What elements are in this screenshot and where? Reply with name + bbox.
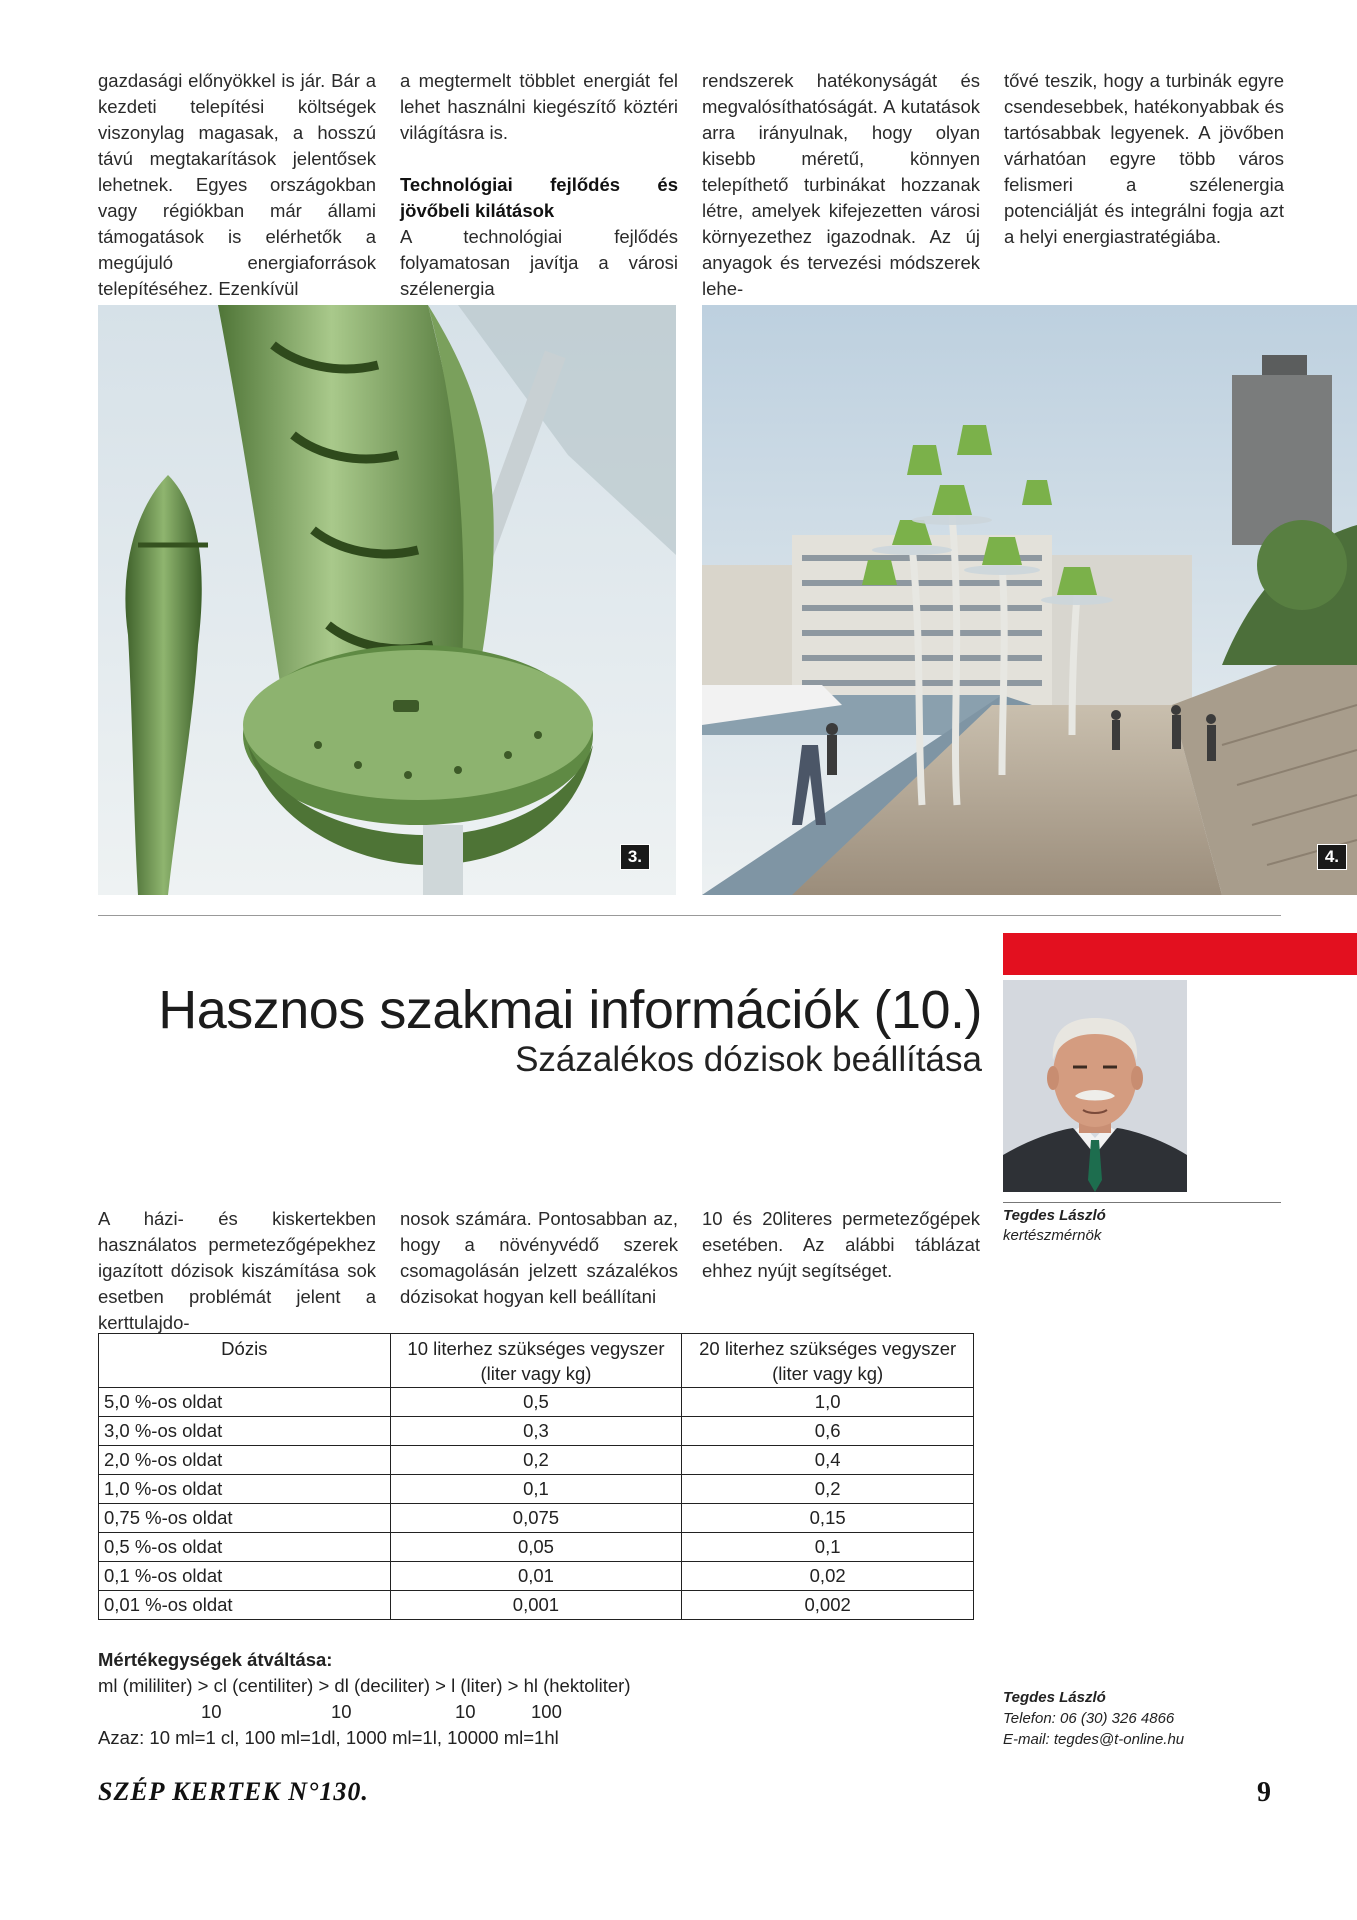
red-accent-bar [1003,933,1357,975]
amount-10-cell: 0,05 [390,1533,682,1562]
paragraph: tővé teszik, hogy a turbinák egyre csendesebbek, hatékonyabbak és tartósabbak legyenek. A jövőben várhatóan egyre több város felismeri a szélenergia potenciálját és integrálni fogja azt a helyi energiastratégiába. [1004,70,1284,247]
paragraph: gazdasági előnyökkel is jár. Bár a kezdeti telepítési költségek viszonylag magasak, a hosszú távú megtakarítások jelentősek lehetnek. Egyes országokban vagy régiókban már állami támogatások is elérhetők a megújuló energiaforrások telepítéséhez. Ezenkívül [98,70,376,299]
contact-email: E-mail: tegdes@t-online.hu [1003,1731,1185,1748]
paragraph: rendszerek hatékonyságát és megvalósíthatóságát. A kutatások arra irányulnak, hogy olyan kisebb méretű, könnyen telepíthető turbinákat hozzanak létre, amelyek kifejezetten városi környezethez igazodnak. Az új anyagok és tervezési módszerek lehe- [702,70,980,299]
units-factors [98,1699,631,1725]
header-dose: Dózis [99,1334,391,1388]
dose-cell: 0,75 %-os oldat [99,1504,391,1533]
top-column-2 [400,68,678,302]
author-avatar [1003,980,1187,1192]
dose-cell: 0,01 %-os oldat [99,1591,391,1620]
contact-name: Tegdes László [1003,1689,1106,1706]
turbine-closeup-image [98,305,676,895]
units-chain: ml (mililiter) > cl (centiliter) > dl (deciliter) > l (liter) > hl (hektoliter) [98,1675,631,1696]
waterfront-turbines-photo [702,305,1357,895]
amount-10-cell: 0,001 [390,1591,682,1620]
dose-cell: 0,1 %-os oldat [99,1562,391,1591]
amount-20-cell: 0,6 [682,1417,974,1446]
amount-10-cell: 0,1 [390,1475,682,1504]
author-divider [1003,1202,1281,1203]
amount-20-cell: 0,1 [682,1533,974,1562]
amount-10-cell: 0,01 [390,1562,682,1591]
table-row [99,1591,974,1620]
amount-10-cell: 0,2 [390,1446,682,1475]
paragraph: 10 és 20literes permetezőgépek esetében. Az alábbi táblázat ehhez nyújt segítséget. [702,1208,980,1281]
table-header-row [99,1334,974,1388]
turbine-closeup-photo [98,305,676,895]
dose-cell: 2,0 %-os oldat [99,1446,391,1475]
intro-column-3 [702,1206,980,1284]
table-row [99,1388,974,1417]
article-title: Hasznos szakmai információk (10.) [158,980,982,1040]
table-row [99,1504,974,1533]
amount-20-cell: 0,15 [682,1504,974,1533]
amount-20-cell: 0,002 [682,1591,974,1620]
intro-column-2 [400,1206,678,1310]
intro-column-1 [98,1206,376,1336]
amount-10-cell: 0,5 [390,1388,682,1417]
dose-cell: 0,5 %-os oldat [99,1533,391,1562]
amount-20-cell: 0,02 [682,1562,974,1591]
dose-cell: 3,0 %-os oldat [99,1417,391,1446]
contact-phone: Telefon: 06 (30) 326 4866 [1003,1710,1175,1727]
table-row [99,1533,974,1562]
section-subhead: Technológiai fejlődés és jövőbeli kilátások [400,174,678,221]
factor-ml-cl: 10 [201,1701,222,1722]
units-heading: Mértékegységek átváltása: [98,1649,333,1670]
author-portrait [1003,980,1187,1192]
amount-10-cell: 0,075 [390,1504,682,1533]
table-row [99,1475,974,1504]
table-row [99,1446,974,1475]
waterfront-image [702,305,1357,895]
top-column-3 [702,68,980,302]
header-10-liter: 10 literhez szükséges vegyszer (liter vagy kg) [390,1334,682,1388]
amount-10-cell: 0,3 [390,1417,682,1446]
units-summary: Azaz: 10 ml=1 cl, 100 ml=1dl, 1000 ml=1l, 10000 ml=1hl [98,1727,559,1748]
amount-20-cell: 1,0 [682,1388,974,1417]
dose-cell: 1,0 %-os oldat [99,1475,391,1504]
paragraph: nosok számára. Pontosabban az, hogy a növényvédő szerek csomagolásán jelzett százalékos dózisokat hogyan kell beállítani [400,1208,678,1307]
amount-20-cell: 0,2 [682,1475,974,1504]
author-caption [1003,1206,1106,1246]
table-row [99,1562,974,1591]
author-contact [1003,1687,1184,1750]
author-name: Tegdes László [1003,1207,1106,1224]
factor-cl-dl: 10 [331,1701,352,1722]
dosage-table [98,1333,974,1620]
page-number: 9 [1257,1777,1271,1808]
author-role: kertészmérnök [1003,1227,1102,1244]
top-column-1 [98,68,376,302]
paragraph: A technológiai fejlődés folyamatosan javítja a városi szélenergia [400,226,678,299]
section-divider [98,915,1281,916]
paragraph: a megtermelt többlet energiát fel lehet használni kiegészítő köztéri világításra is. [400,70,678,143]
unit-conversion [98,1647,631,1751]
article-subtitle: Százalékos dózisok beállítása [515,1040,982,1079]
photo-number-4: 4. [1317,844,1347,870]
photo-number-3: 3. [620,844,650,870]
amount-20-cell: 0,4 [682,1446,974,1475]
magazine-issue: SZÉP KERTEK N°130. [98,1777,369,1806]
table-row [99,1417,974,1446]
top-column-4 [1004,68,1284,250]
dose-cell: 5,0 %-os oldat [99,1388,391,1417]
paragraph: A házi- és kiskertekben használatos permetezőgépekhez igazított dózisok kiszámítása sok esetben problémát jelent a kerttulajdo- [98,1208,376,1333]
factor-l-hl: 100 [531,1701,562,1722]
factor-dl-l: 10 [455,1701,476,1722]
header-20-liter: 20 literhez szükséges vegyszer (liter vagy kg) [682,1334,974,1388]
